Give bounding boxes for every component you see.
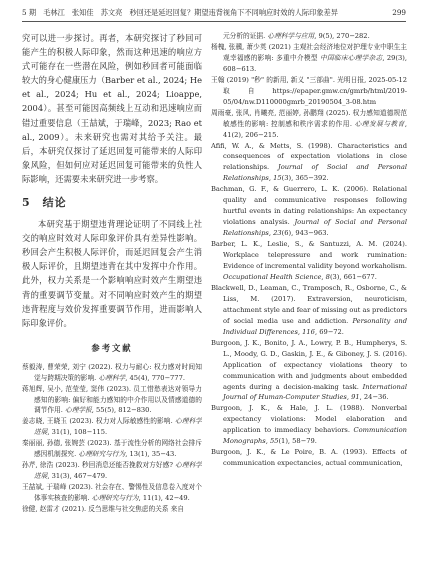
- reference-pages: , 24−36.: [359, 393, 389, 402]
- reference-text: 王翰 (2019) "秒" 的新用, 新义 "三部曲". 光明日报, 2025-05-12取自https://epaper.gmw.cn/gmrb/html/2019-05/04/nw.D110000gmrb_20190504_3-08.htm: [211, 75, 407, 106]
- section-title: 结论: [42, 196, 67, 210]
- reference-pages: , 13(1), 35−43.: [125, 450, 177, 459]
- reference-pages: , 31(1), 108−115.: [47, 428, 108, 437]
- reference-entry: [211, 447, 407, 469]
- body-paragraph-2: 本研究基于期望违背理论证明了不同线上社交的响应时效对人际印象评价具有差异性影响。秒回会产生积极人际评价，而延迟回复会产生消极人际评价，且期望违背在其中发挥中介作用。此外，权力关系是一个影响响应时效产生期望违背的重要调节变量。对不同响应时效产生的期望违背程度与效价发挥重要调节作用，进而影响人际印象评价。: [22, 219, 202, 328]
- reference-list-right: [211, 31, 407, 469]
- reference-text: Burgoon, J. K., & Hale, J. L. (1988). Nonverbal expectancy violations: Model elaboration and application to immediacy behaviors.: [211, 404, 407, 435]
- reference-pages: (3), 661−677.: [329, 272, 377, 281]
- reference-pages: , 11(1), 42−49.: [138, 493, 190, 502]
- body-paragraph-1: 究可以进一步探讨。再者，本研究探讨了秒回可能产生的积极人际印象，然而这种迅速的响应方式可能存在一些潜在风险，例如秒回者可能面临较大的身心健康压力（Barber et al., 2024; He et al., 2024; Hu et al., 2024; Lioappe, 2004）。甚至可能因高频线上互动和迅速响应而错过重要信息（王喆斌，于瑞峰，2023; Rao et al., 2009）。未来研究也需对其给予关注。最后，本研究仅探讨了延迟回复可能带来的人际印象风险，但如何应对延迟回复可能带来的负性人际影响，还需要未来研究进一步考察。: [22, 33, 202, 184]
- reference-text: Barber, L. K., Leslie, S., & Santuzzi, A. M. (2024). Workplace telepressure and work rumination: Evidence of incremental validity beyond workaholism.: [211, 240, 407, 271]
- section-number: 5: [22, 196, 31, 210]
- page-number: 299: [392, 8, 406, 17]
- reference-entry: [211, 141, 407, 185]
- reference-text: 王喆斌, 于瑞峰 (2023). 社会存在、警惕性及信息卷入度对个体事实核查的影响.: [22, 482, 202, 502]
- reference-text: Blackwell, D., Leaman, C., Tramposch, R., Osborne, C., & Liss, M. (2017). Extraversion, neuroticism, attachment style and fear of missing out as predictors of social media use and addiction.: [211, 283, 407, 325]
- reference-journal: 心理研究与行为: [78, 450, 126, 459]
- reference-entry: [211, 75, 407, 108]
- reference-text: Bachman, G. F., & Guerrero, L. K. (2006). Relational quality and communicative responses following hurtful events in dating relationships: An expectancy violations analysis.: [211, 185, 407, 227]
- reference-entry: [22, 482, 202, 504]
- reference-journal: 心理科学进展: [34, 417, 202, 437]
- reference-entry: [211, 283, 407, 338]
- reference-text: 徐健, 赵雷才 (2021). 反刍思维与社交焦虑的关系 来自: [22, 504, 185, 513]
- reference-journal: Journal of Social and Personal Relationships, 23: [223, 218, 407, 238]
- reference-entry: [22, 460, 202, 482]
- reference-pages: , 29(3), 608−613.: [223, 53, 407, 73]
- header-rule: [22, 21, 406, 22]
- left-column: [22, 31, 202, 563]
- reference-pages: , 55(5), 812−830.: [91, 406, 152, 415]
- reference-text: Afifi, W. A., & Metts, S. (1998). Characteristics and consequences of expectation violations in close relationships.: [211, 141, 407, 172]
- reference-entry: [22, 384, 202, 417]
- reference-pages: , 9(5), 270−282.: [314, 32, 370, 40]
- reference-text: 杨槐, 张骥, 萧少英 (2021) 主观社会经济地位对护理专业中职生主观幸福感的影响: 多重中介模型: [211, 42, 407, 62]
- reference-journal: Personality and Individual Differences, 116: [223, 316, 407, 336]
- reference-text: 元分析的证据.: [223, 32, 268, 40]
- reference-entry: [211, 108, 407, 141]
- reference-journal: 心理学报: [65, 406, 92, 415]
- running-header: [22, 6, 406, 20]
- reference-text: 孙芹, 徐浩 (2023). 秒回消息还能否挽救对方好感?: [22, 460, 176, 469]
- reference-text: 蔡毅涛, 曹荣荣, 刘宁 (2022). 权力与耐心: 权力感对时间知觉与跨期决策的影响.: [22, 362, 202, 382]
- reference-journal: International Journal of Human-Computer Studies, 91: [223, 382, 407, 402]
- section-heading: [22, 195, 202, 211]
- reference-entry: [211, 42, 407, 75]
- reference-text: 周雨豪, 张风, 肖曦亮, 范丽婷, 孙鹏翔 (2025). 权力感知道德规范敏感性的影响: 控制感和秩序需求的作用.: [211, 108, 407, 128]
- reference-entry: [22, 438, 202, 460]
- reference-journal: 心理科学: [98, 373, 126, 382]
- reference-pages: (1), 58−79.: [278, 437, 317, 446]
- reference-pages: (3), 365−392.: [281, 174, 329, 183]
- reference-journal: Occupational Health Science, 8: [223, 272, 330, 281]
- reference-entry: [211, 403, 407, 447]
- reference-entry: [211, 338, 407, 404]
- reference-journal: 心理研究与行为: [91, 493, 139, 502]
- reference-pages: (6), 943−963.: [281, 229, 329, 238]
- reference-pages: , 69−72.: [314, 327, 344, 336]
- reference-text: 姜志晓, 王晓玉 (2023). 权力对人际敏感性的影响.: [22, 417, 175, 426]
- reference-journal: 心理科学进展: [34, 460, 202, 480]
- reference-journal: Journal of Social and Personal Relationships, 15: [223, 163, 407, 183]
- reference-text: Burgoon, J. K., Bonito, J. A., Lowry, P. B., Humpherys, S. L., Moody, G. D., Gaskin, J. E., & Giboney, J. S. (2016). Application of expectancy violations theory to communication with and judgments about embedded agents during a decision-making task.: [211, 338, 407, 391]
- reference-entry: [22, 416, 202, 438]
- references-heading: 参考文献: [91, 342, 133, 353]
- reference-journal: 心理发展与教育: [354, 119, 405, 128]
- reference-pages: , 31(3), 467−479.: [47, 471, 108, 480]
- reference-entry: [211, 31, 407, 42]
- reference-entry: [22, 504, 202, 515]
- reference-text: 秦丽丽, 孙德, 张婉芸 (2023). 基于流性分析的网络社会排斥感因机制探究.: [22, 439, 202, 459]
- reference-entry: [22, 362, 202, 384]
- reference-journal: 心理科学与应用: [267, 32, 315, 40]
- running-header-title: 5 期 毛林江 张知佳 苏文亮 秒回还是延迟回复？期望违背视角下不同响应时效的人际印象差异: [22, 8, 338, 17]
- reference-journal: 中国临床心理学杂志: [320, 53, 383, 62]
- reference-entry: [211, 239, 407, 283]
- reference-pages: , 41(2), 206−215.: [223, 119, 407, 139]
- reference-pages: , 45(4), 770−777.: [125, 373, 185, 382]
- reference-text: Burgoon, J. K., & Le Poire, B. A. (1993). Effects of communication expectancies, actual communication,: [211, 448, 407, 468]
- reference-journal: Communication Monographs, 55: [223, 426, 407, 446]
- right-column: [211, 31, 407, 563]
- reference-text: 蒋旭辉, 吴小, 范莹莹, 窦伟 (2023). 员工惜愁表达对领导力感知的影响: 偏好和能力感知的中介作用以及情感道德的调节作用.: [22, 384, 202, 415]
- reference-entry: [211, 184, 407, 239]
- reference-list-left: [22, 362, 202, 515]
